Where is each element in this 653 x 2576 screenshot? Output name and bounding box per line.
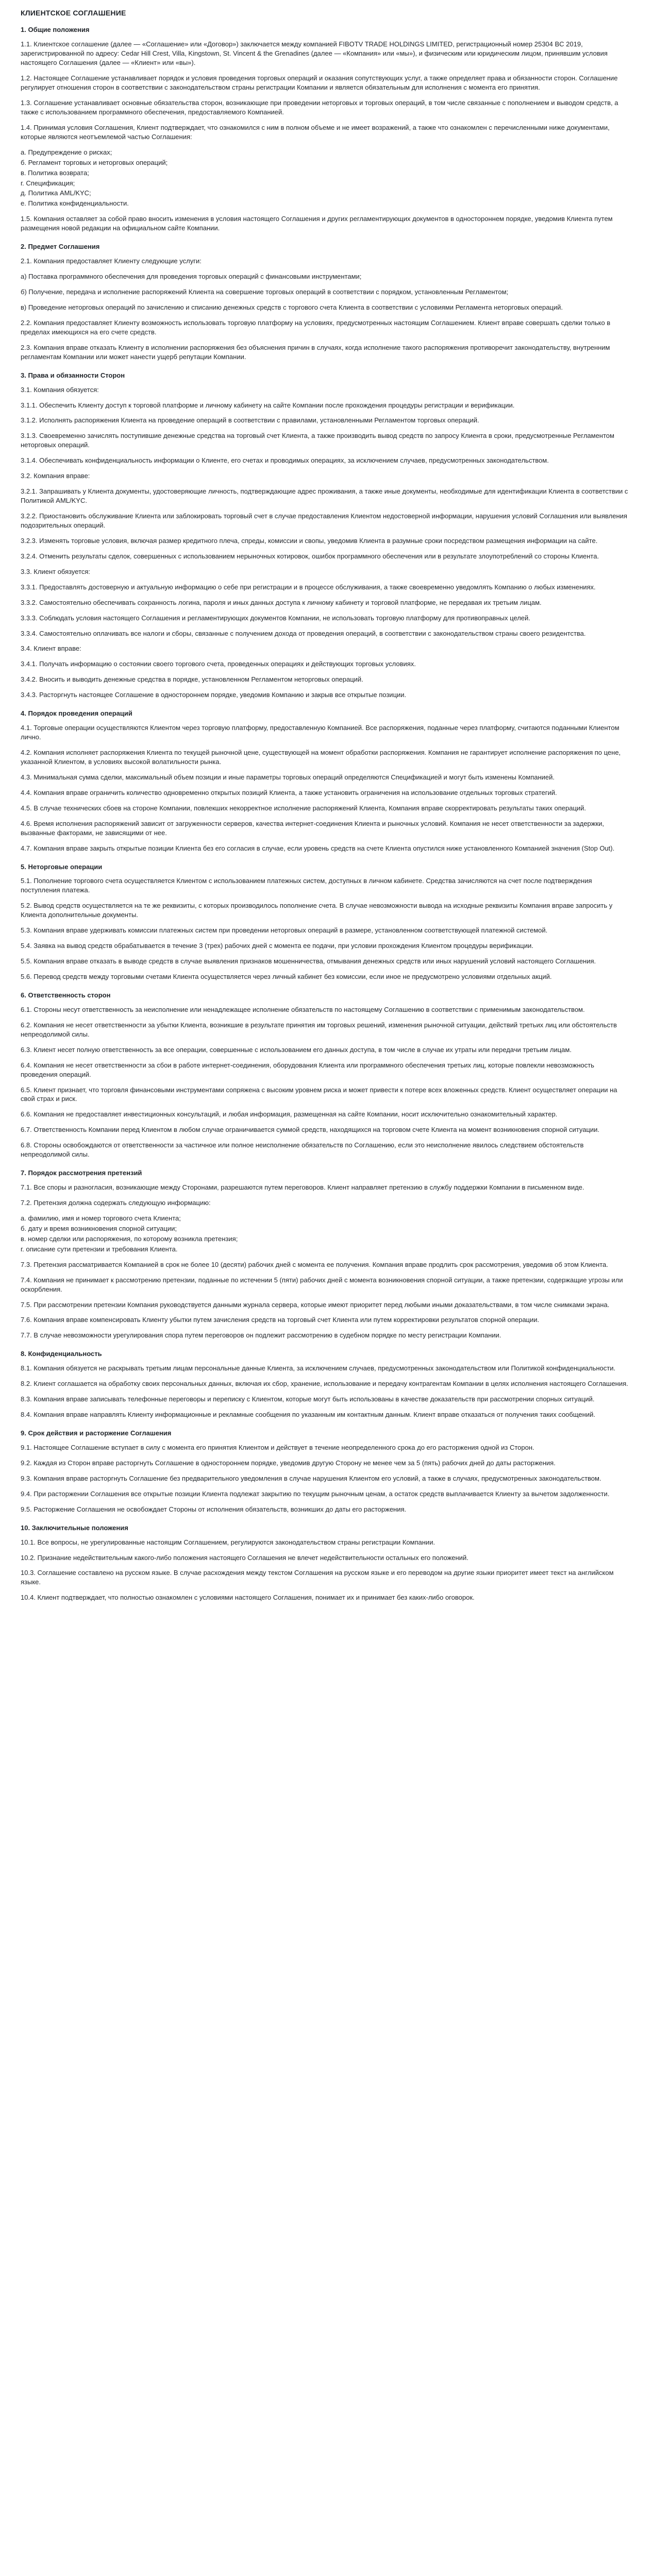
- list-item: е. Политика конфиденциальности.: [21, 199, 129, 208]
- paragraph: 2.3. Компания вправе отказать Клиенту в исполнении распоряжения без объяснения причин в случаях, когда исполнение такого распоряжения противоречит законодательству, внутренним регламентам Компании или может нанести ущерб репутации Компании.: [21, 343, 610, 361]
- paragraph: 2.2. Компания предоставляет Клиенту возможность использовать торговую платформу на условиях, предусмотренных настоящим Соглашением. Клиент вправе совершать сделки только в пределах имеющихся на его счете средств.: [21, 318, 611, 336]
- paragraph: 3.2.1. Запрашивать у Клиента документы, удостоверяющие личность, подтверждающие адрес проживания, а также иные документы, необходимые для идентификации Клиента в соответствии с Политикой AML/KYC.: [21, 487, 628, 505]
- paragraph: б) Получение, передача и исполнение распоряжений Клиента на совершение торговых операций в соответствии с порядком, установленным Регламентом;: [21, 288, 509, 296]
- paragraph: 3.3.2. Самостоятельно обеспечивать сохранность логина, пароля и иных данных доступа к личному кабинету и торговой платформе, не передавая их третьим лицам.: [21, 598, 542, 606]
- page-title: КЛИЕНТСКОЕ СОГЛАШЕНИЕ: [21, 9, 126, 17]
- paragraph: 5.6. Перевод средств между торговыми счетами Клиента осуществляется через личный кабинет без комиссии, если иное не предусмотрено условиями отдельных акций.: [21, 973, 552, 980]
- document-section: [21, 371, 632, 700]
- paragraph: 3.3. Клиент обязуется:: [21, 567, 91, 575]
- paragraph: 4.7. Компания вправе закрыть открытые позиции Клиента без его согласия в случае, если уровень средств на счете Клиента опустился ниже установленного Компанией значения (Stop Out).: [21, 844, 615, 852]
- paragraph: 3.4.1. Получать информацию о состоянии своего торгового счета, проведенных операциях и действующих торговых условиях.: [21, 660, 416, 668]
- paragraph: 3.4.3. Расторгнуть настоящее Соглашение в одностороннем порядке, уведомив Компанию и закрыв все открытые позиции.: [21, 691, 407, 699]
- document-section: [21, 862, 632, 981]
- paragraph: 4.4. Компания вправе ограничить количество одновременно открытых позиций Клиента, а также установить ограничения на использование отдельных торговых стратегий.: [21, 788, 557, 796]
- list-item: в. номер сделки или распоряжения, по которому возникла претензия;: [21, 1234, 238, 1243]
- paragraph: 6.3. Клиент несет полную ответственность за все операции, совершенные с использованием его данных доступа, в том числе в случае их утраты или передачи третьим лицам.: [21, 1045, 572, 1054]
- paragraph: 5.3. Компания вправе удерживать комиссии платежных систем при проведении неторговых операций в размере, установленном соответствующей платежной системой.: [21, 926, 548, 935]
- section-heading: 3. Права и обязанности Сторон: [21, 371, 125, 379]
- paragraph: 3.3.1. Предоставлять достоверную и актуальную информацию о себе при регистрации и в процессе обслуживания, а также своевременно уведомлять Компанию о любых изменениях.: [21, 583, 596, 591]
- list-item: б. Регламент торговых и неторговых операций;: [21, 158, 168, 166]
- paragraph: 3.4. Клиент вправе:: [21, 645, 81, 653]
- paragraph: 3.2.4. Отменить результаты сделок, совершенных с использованием нерыночных котировок, ошибок программного обеспечения или в результате злоупотреблений со стороны Клиента.: [21, 552, 599, 560]
- paragraph: 3.1.4. Обеспечивать конфиденциальность информации о Клиенте, его счетах и проводимых операциях, за исключением случаев, предусмотренных законодательством.: [21, 456, 549, 465]
- paragraph: 3.2.2. Приостановить обслуживание Клиента или заблокировать торговый счет в случае предоставления Клиентом недостоверной информации, нарушения условий Соглашения или выявления подозрительных операций.: [21, 512, 627, 529]
- paragraph: 9.4. При расторжении Соглашения все открытые позиции Клиента подлежат закрытию по текущим рыночным ценам, а остаток средств выплачивается Клиенту за вычетом задолженности.: [21, 1489, 610, 1498]
- section-heading: 4. Порядок проведения операций: [21, 709, 132, 718]
- paragraph: 10.3. Соглашение составлено на русском языке. В случае расхождения между текстом Соглашения на русском языке и его переводом на другие языки приоритет имеет текст на английском языке.: [21, 1569, 614, 1586]
- paragraph: 3.3.3. Соблюдать условия настоящего Соглашения и регламентирующих документов Компании, не использовать торговую платформу для противоправных целей.: [21, 614, 530, 622]
- list-item: д. Политика AML/KYC;: [21, 189, 91, 197]
- paragraph: а) Поставка программного обеспечения для проведения торговых операций с финансовыми инструментами;: [21, 273, 362, 281]
- list-item: а. фамилию, имя и номер торгового счета Клиента;: [21, 1214, 181, 1222]
- paragraph: 7.4. Компания не принимает к рассмотрению претензии, поданные по истечении 5 (пяти) рабочих дней с момента возникновения спорной ситуации, а также претензии, содержащие угрозы или оскорбления.: [21, 1276, 623, 1293]
- paragraph: 3.2. Компания вправе:: [21, 472, 90, 480]
- paragraph: 6.4. Компания не несет ответственности за сбои в работе интернет-соединения, оборудования Клиента или программного обеспечения третьих лиц, которые повлекли невозможность проведения операций.: [21, 1061, 594, 1078]
- paragraph: 9.3. Компания вправе расторгнуть Соглашение без предварительного уведомления в случае нарушения Клиентом его условий, а также в случаях, предусмотренных законодательством.: [21, 1474, 601, 1482]
- paragraph: 8.4. Компания вправе направлять Клиенту информационные и рекламные сообщения по указанным им контактным данным. Клиент вправе отказаться от получения таких сообщений.: [21, 1411, 595, 1419]
- paragraph: 5.4. Заявка на вывод средств обрабатывается в течение 3 (трех) рабочих дней с момента ее подачи, при условии прохождения Клиентом процедуры верификации.: [21, 942, 533, 950]
- paragraph: 7.2. Претензия должна содержать следующую информацию:: [21, 1199, 211, 1207]
- section-heading: 9. Срок действия и расторжение Соглашения: [21, 1429, 172, 1437]
- document-section: [21, 242, 632, 361]
- paragraph: 6.2. Компания не несет ответственности за убытки Клиента, возникшие в результате принятия им торговых решений, изменения рыночной ситуации, действий третьих лиц или обстоятельств непреодолимой силы.: [21, 1021, 617, 1038]
- paragraph: 9.2. Каждая из Сторон вправе расторгнуть Соглашение в одностороннем порядке, уведомив другую Сторону не менее чем за 5 (пять) рабочих дней до даты расторжения.: [21, 1459, 556, 1467]
- paragraph: 3.2.3. Изменять торговые условия, включая размер кредитного плеча, спреды, комиссии и свопы, уведомив Клиента в разумные сроки посредством размещения информации на сайте.: [21, 536, 598, 545]
- section-heading: 1. Общие положения: [21, 26, 90, 34]
- paragraph: 6.6. Компания не предоставляет инвестиционных консультаций, и любая информация, размещенная на сайте Компании, носит исключительно ознакомительный характер.: [21, 1110, 558, 1118]
- document-section: [21, 709, 632, 853]
- paragraph: 1.1. Клиентское соглашение (далее — «Соглашение» или «Договор») заключается между компанией FIBOTV TRADE HOLDINGS LIMITED, регистрационный номер 25304 BC 2019, зарегистрированной по адресу: Cedar Hill Crest, Villa, Kingstown, St. Vincent & the Grenadines (далее — «Компания» или «мы»), и физическим или юридическим лицом, принявшим условия настоящего Соглашения (далее — «Клиент» или «вы»).: [21, 40, 608, 67]
- document-section: [21, 1168, 632, 1340]
- list-item: г. описание сути претензии и требования Клиента.: [21, 1245, 178, 1253]
- paragraph: 10.4. Клиент подтверждает, что полностью ознакомлен с условиями настоящего Соглашения, понимает их и принимает без каких-либо оговорок.: [21, 1594, 475, 1602]
- document-section: [21, 991, 632, 1159]
- paragraph: 3.4.2. Вносить и выводить денежные средства в порядке, установленном Регламентом неторговых операций.: [21, 675, 363, 684]
- paragraph: 6.8. Стороны освобождаются от ответственности за частичное или полное неисполнение обязательств по Соглашению, если это неисполнение явилось следствием обстоятельств непреодолимой силы.: [21, 1141, 584, 1159]
- document-section: [21, 1349, 632, 1419]
- section-heading: 8. Конфиденциальность: [21, 1350, 102, 1358]
- paragraph: 7.6. Компания вправе компенсировать Клиенту убытки путем зачисления средств на торговый счет Клиента или путем корректировки результатов спорной операции.: [21, 1316, 540, 1324]
- paragraph: 5.5. Компания вправе отказать в выводе средств в случае выявления признаков мошенничества, отмывания денежных средств или иных нарушений условий настоящего Соглашения.: [21, 957, 596, 965]
- list-item: а. Предупреждение о рисках;: [21, 148, 112, 156]
- paragraph: 1.3. Соглашение устанавливает основные обязательства сторон, возникающие при проведении неторговых и торговых операций, в том числе связанные с пополнением и выводом средств, а также с использованием программного обеспечения, предоставляемого Компанией.: [21, 98, 618, 116]
- paragraph: 5.1. Пополнение торгового счета осуществляется Клиентом с использованием платежных систем, доступных в личном кабинете. Средства зачисляются на счет после подтверждения поступления платежа.: [21, 877, 592, 894]
- paragraph: 8.1. Компания обязуется не раскрывать третьим лицам персональные данные Клиента, за исключением случаев, предусмотренных законодательством или Политикой конфиденциальности.: [21, 1364, 616, 1372]
- paragraph: 4.5. В случае технических сбоев на стороне Компании, повлекших некорректное исполнение распоряжений Клиента, Компания вправе скорректировать результаты таких операций.: [21, 804, 587, 812]
- paragraph: 3.1. Компания обязуется:: [21, 385, 99, 394]
- document-list: [21, 148, 632, 209]
- paragraph: 4.6. Время исполнения распоряжений зависит от загруженности серверов, качества интернет-соединения Клиента и рыночных условий. Компания не несет ответственности за задержки, вызванные факторами, не зависящими от нее.: [21, 819, 605, 837]
- paragraph: 1.2. Настоящее Соглашение устанавливает порядок и условия проведения торговых операций и оказания сопутствующих услуг, а также определяет права и обязанности сторон. Соглашение регулирует отношения сторон в соответствии с законодательством страны регистрации Компании и является обязательным для исполнения с момента его принятия.: [21, 74, 618, 91]
- paragraph: 3.1.1. Обеспечить Клиенту доступ к торговой платформе и личному кабинету на сайте Компании после прохождения процедуры регистрации и верификации.: [21, 401, 515, 409]
- paragraph: 3.1.3. Своевременно зачислять поступившие денежные средства на торговый счет Клиента, а также производить вывод средств по запросу Клиента в сроки, предусмотренные Регламентом неторговых операций.: [21, 432, 614, 449]
- paragraph: 3.1.2. Исполнять распоряжения Клиента на проведение операций в соответствии с правилами, установленными Регламентом торговых операций.: [21, 416, 479, 425]
- paragraph: 6.5. Клиент признает, что торговля финансовыми инструментами сопряжена с высоким уровнем риска и может привести к потере всех вложенных средств. Клиент осуществляет операции на свой страх и риск.: [21, 1086, 617, 1103]
- paragraph: 9.1. Настоящее Соглашение вступает в силу с момента его принятия Клиентом и действует в течение неопределенного срока до его расторжения одной из Сторон.: [21, 1443, 534, 1451]
- list-item: в. Политика возврата;: [21, 168, 89, 177]
- document-section: [21, 1523, 632, 1603]
- paragraph: 4.3. Минимальная сумма сделки, максимальный объем позиции и иные параметры торговых операций определяются Спецификацией и могут быть изменены Компанией.: [21, 773, 555, 781]
- paragraph: 10.1. Все вопросы, не урегулированные настоящим Соглашением, регулируются законодательством страны регистрации Компании.: [21, 1538, 436, 1546]
- paragraph: 2.1. Компания предоставляет Клиенту следующие услуги:: [21, 257, 202, 265]
- paragraph: 1.5. Компания оставляет за собой право вносить изменения в условия настоящего Соглашения и других регламентирующих документов в одностороннем порядке, уведомив Клиента путем размещения новой редакции на официальном сайте Компании.: [21, 215, 613, 232]
- paragraph: 8.2. Клиент соглашается на обработку своих персональных данных, включая их сбор, хранение, использование и передачу контрагентам Компании в целях исполнения настоящего Соглашения.: [21, 1380, 628, 1388]
- paragraph: 1.4. Принимая условия Соглашения, Клиент подтверждает, что ознакомился с ним в полном объеме и не имеет возражений, а также что ознакомлен с перечисленными ниже документами, которые являются неотъемлемой частью Соглашения:: [21, 123, 610, 141]
- section-heading: 10. Заключительные положения: [21, 1523, 128, 1532]
- paragraph: 8.3. Компания вправе записывать телефонные переговоры и переписку с Клиентом, которые могут быть использованы в качестве доказательств при рассмотрении спорных ситуаций.: [21, 1395, 595, 1403]
- document-section: [21, 1429, 632, 1514]
- paragraph: 7.7. В случае невозможности урегулирования спора путем переговоров он подлежит рассмотрению в судебном порядке по месту регистрации Компании.: [21, 1331, 501, 1340]
- document-body: [21, 25, 632, 1602]
- document-list: [21, 1214, 632, 1254]
- section-heading: 6. Ответственность сторон: [21, 991, 111, 999]
- paragraph: 7.1. Все споры и разногласия, возникающие между Сторонами, разрешаются путем переговоров. Клиент направляет претензию в службу поддержки Компании в письменном виде.: [21, 1183, 584, 1192]
- paragraph: 4.2. Компания исполняет распоряжения Клиента по текущей рыночной цене, существующей на момент обработки распоряжения. Компания не гарантирует исполнение распоряжения по цене, указанной Клиентом, в условиях высокой волатильности рынка.: [21, 749, 621, 766]
- paragraph: 6.7. Ответственность Компании перед Клиентом в любом случае ограничивается суммой средств, находящихся на торговом счете Клиента на момент возникновения спорной ситуации.: [21, 1126, 600, 1134]
- section-heading: 7. Порядок рассмотрения претензий: [21, 1169, 142, 1177]
- paragraph: 7.3. Претензия рассматривается Компанией в срок не более 10 (десяти) рабочих дней с момента ее получения. Компания вправе продлить срок рассмотрения, уведомив об этом Клиента.: [21, 1260, 608, 1268]
- paragraph: 4.1. Торговые операции осуществляются Клиентом через торговую платформу, предоставленную Компанией. Все распоряжения, поданные через платформу, считаются поданными Клиентом лично.: [21, 724, 619, 741]
- list-item: б. дату и время возникновения спорной ситуации;: [21, 1224, 177, 1232]
- document-section: [21, 25, 632, 233]
- section-heading: 2. Предмет Соглашения: [21, 243, 100, 251]
- paragraph: 5.2. Вывод средств осуществляется на те же реквизиты, с которых производилось пополнение счета. В случае невозможности вывода на исходные реквизиты Компания вправе запросить у Клиента дополнительные документы.: [21, 902, 613, 919]
- paragraph: в) Проведение неторговых операций по зачислению и списанию денежных средств с торгового счета Клиента в соответствии с условиями Регламента неторговых операций.: [21, 303, 563, 311]
- paragraph: 10.2. Признание недействительным какого-либо положения настоящего Соглашения не влечет недействительности остальных его положений.: [21, 1553, 468, 1562]
- paragraph: 3.3.4. Самостоятельно оплачивать все налоги и сборы, связанные с получением дохода от проведения операций, в соответствии с законодательством страны своего резидентства.: [21, 629, 586, 637]
- paragraph: 6.1. Стороны несут ответственность за неисполнение или ненадлежащее исполнение обязательств по настоящему Соглашению в соответствии с применимым законодательством.: [21, 1005, 585, 1013]
- paragraph: 7.5. При рассмотрении претензии Компания руководствуется данными журнала сервера, которые имеют приоритет перед любыми иными доказательствами, в том числе снимками экрана.: [21, 1300, 610, 1309]
- list-item: г. Спецификация;: [21, 179, 75, 187]
- section-heading: 5. Неторговые операции: [21, 862, 103, 871]
- paragraph: 9.5. Расторжение Соглашения не освобождает Стороны от исполнения обязательств, возникших до даты его расторжения.: [21, 1505, 407, 1513]
